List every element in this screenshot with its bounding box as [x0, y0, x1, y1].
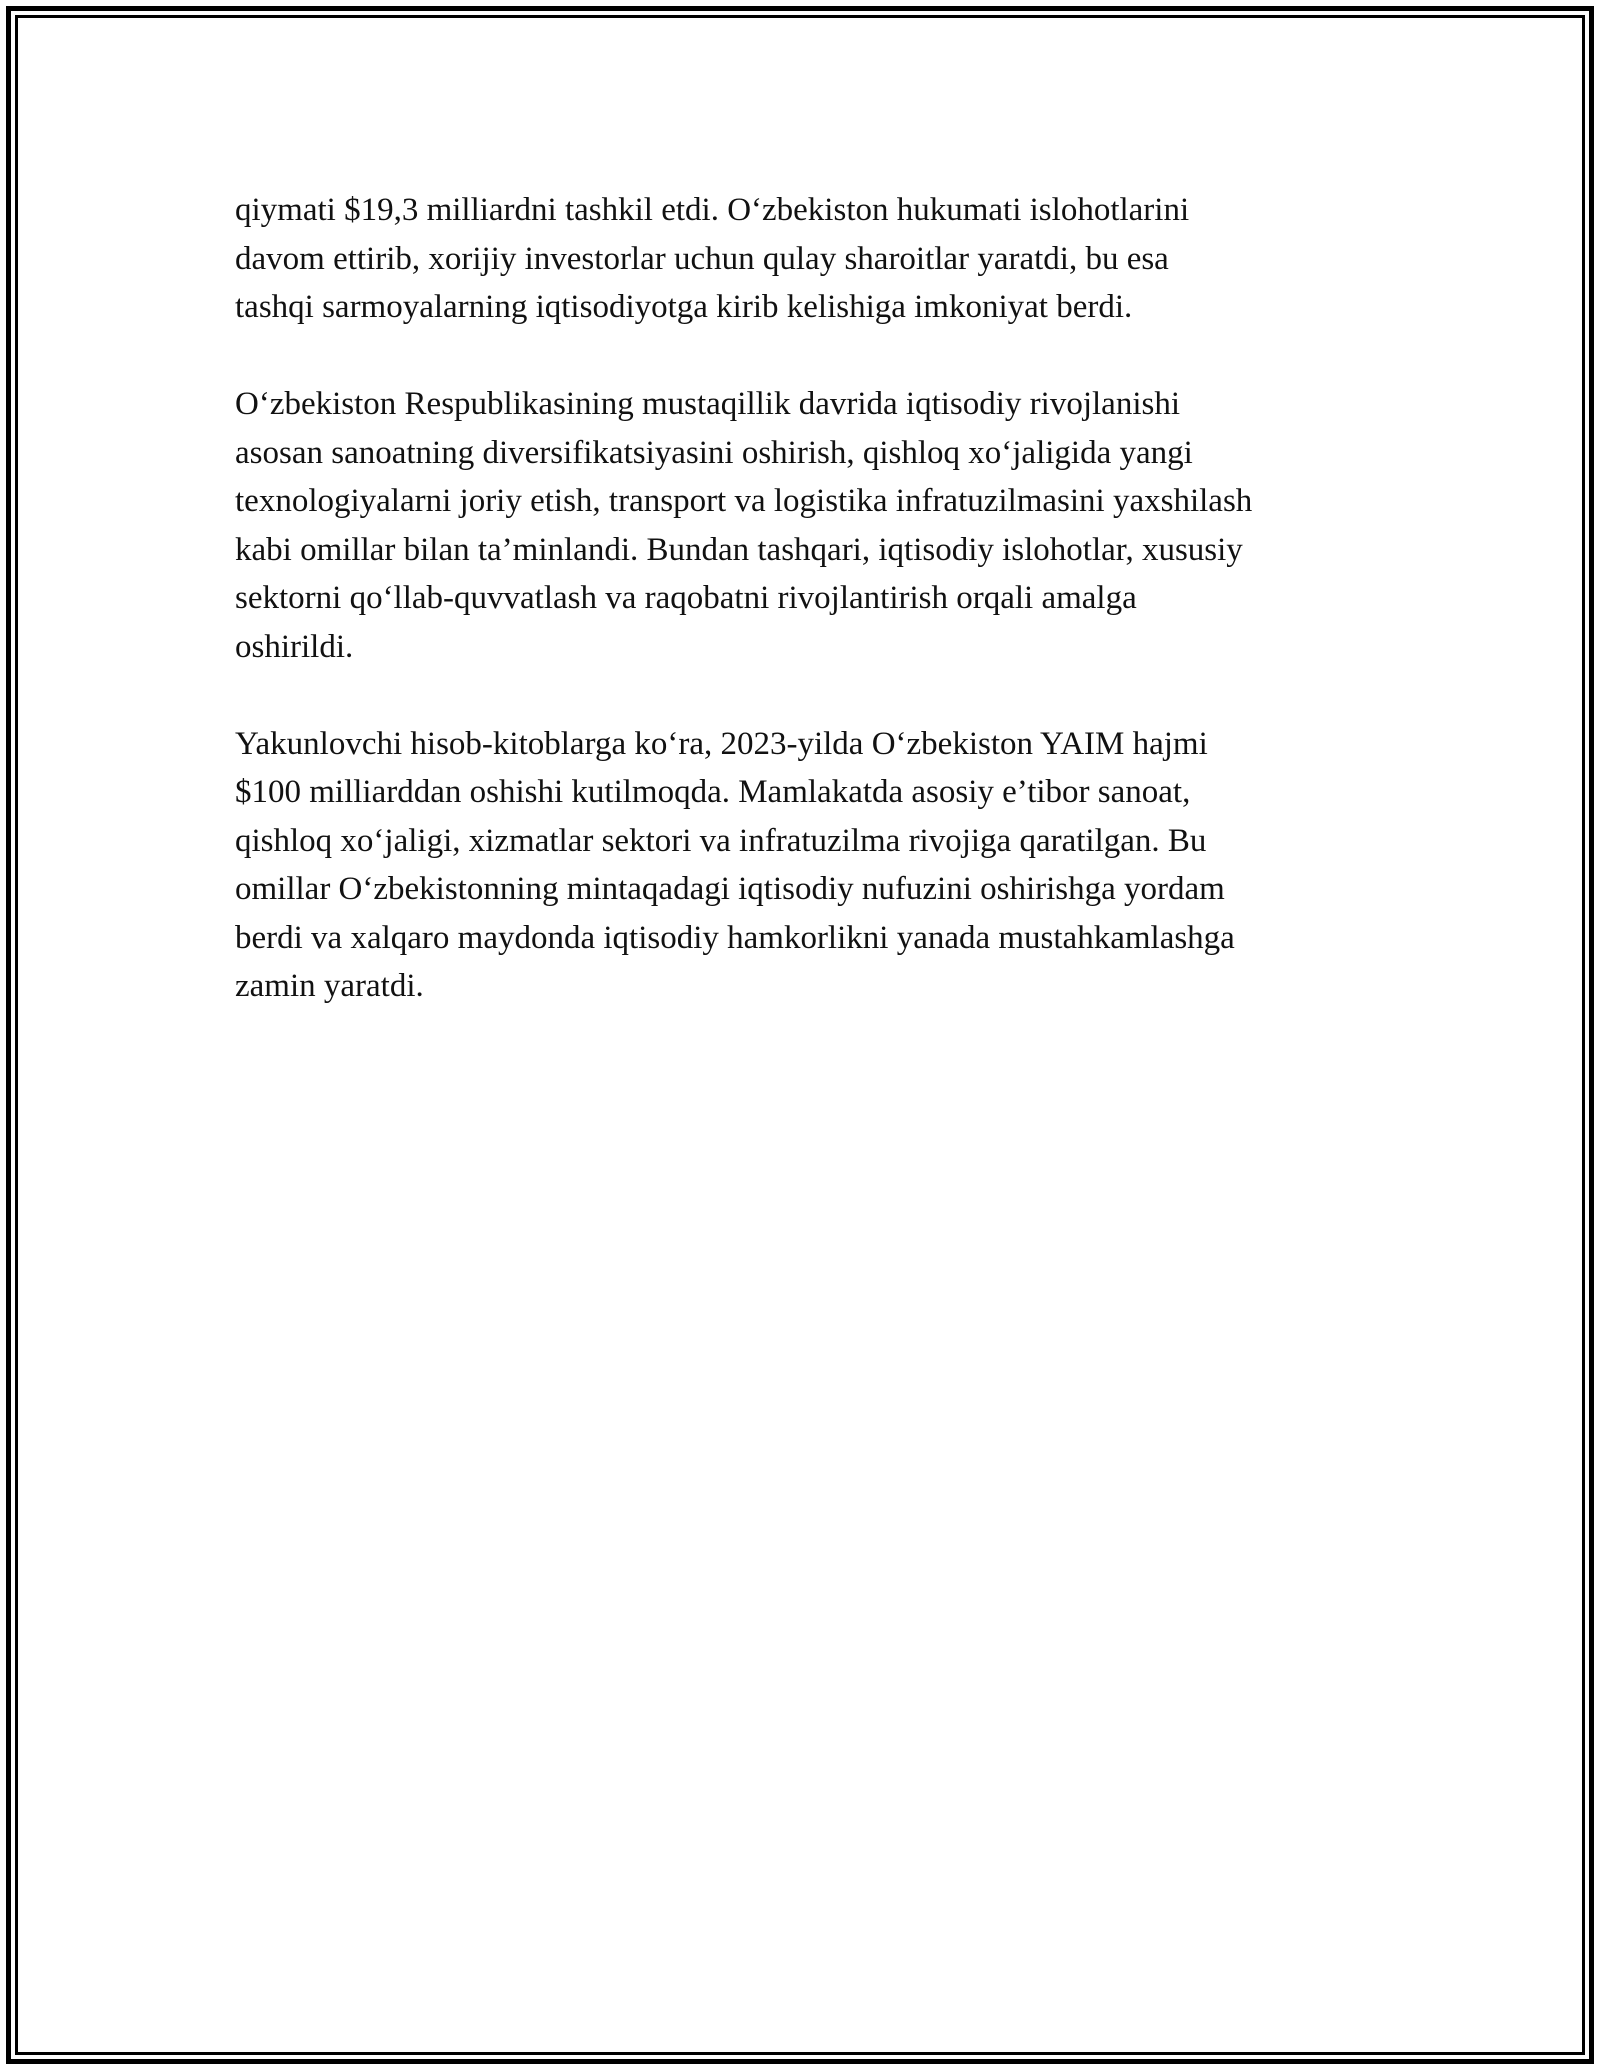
- paragraph-line: tashqi sarmoyalarning iqtisodiyotga kirib kelishiga imkoniyat berdi.: [235, 289, 1133, 325]
- paragraph-line: kabi omillar bilan ta’minlandi. Bundan tashqari, iqtisodiy islohotlar, xususiy: [235, 531, 1243, 568]
- paragraph-line: Yakunlovchi hisob-kitoblarga ko‘ra, 2023-yilda O‘zbekiston YAIM hajmi: [235, 725, 1208, 762]
- document-body: [235, 186, 1385, 1059]
- paragraph-line: texnologiyalarni joriy etish, transport va logistika infratuzilmasini yaxshilash: [235, 483, 1253, 519]
- paragraph-3: [235, 720, 1385, 1011]
- paragraph-1: [235, 186, 1385, 332]
- paragraph-line: qiymati $19,3 milliardni tashkil etdi. O‘zbekiston hukumati islohotlarini: [235, 192, 1190, 228]
- paragraph-line: berdi va xalqaro maydonda iqtisodiy hamkorlikni yanada mustahkamlashga: [235, 919, 1235, 956]
- paragraph-line: O‘zbekiston Respublikasining mustaqillik davrida iqtisodiy rivojlanishi: [235, 386, 1180, 422]
- paragraph-line: davom ettirib, xorijiy investorlar uchun qulay sharoitlar yaratdi, bu esa: [235, 240, 1169, 277]
- paragraph-line: omillar O‘zbekistonning mintaqadagi iqtisodiy nufuzini oshirishga yordam: [235, 871, 1225, 907]
- paragraph-line: $100 milliarddan oshishi kutilmoqda. Mamlakatda asosiy e’tibor sanoat,: [235, 774, 1191, 810]
- paragraph-line: oshirildi.: [235, 628, 354, 665]
- paragraph-2: [235, 380, 1385, 671]
- paragraph-line: qishloq xo‘jaligi, xizmatlar sektori va infratuzilma rivojiga qaratilgan. Bu: [235, 822, 1207, 859]
- paragraph-line: sektorni qo‘llab-quvvatlash va raqobatni rivojlantirish orqali amalga: [235, 580, 1137, 616]
- paragraph-line: asosan sanoatning diversifikatsiyasini oshirish, qishloq xo‘jaligida yangi: [235, 434, 1193, 471]
- paragraph-line: zamin yaratdi.: [235, 968, 424, 1004]
